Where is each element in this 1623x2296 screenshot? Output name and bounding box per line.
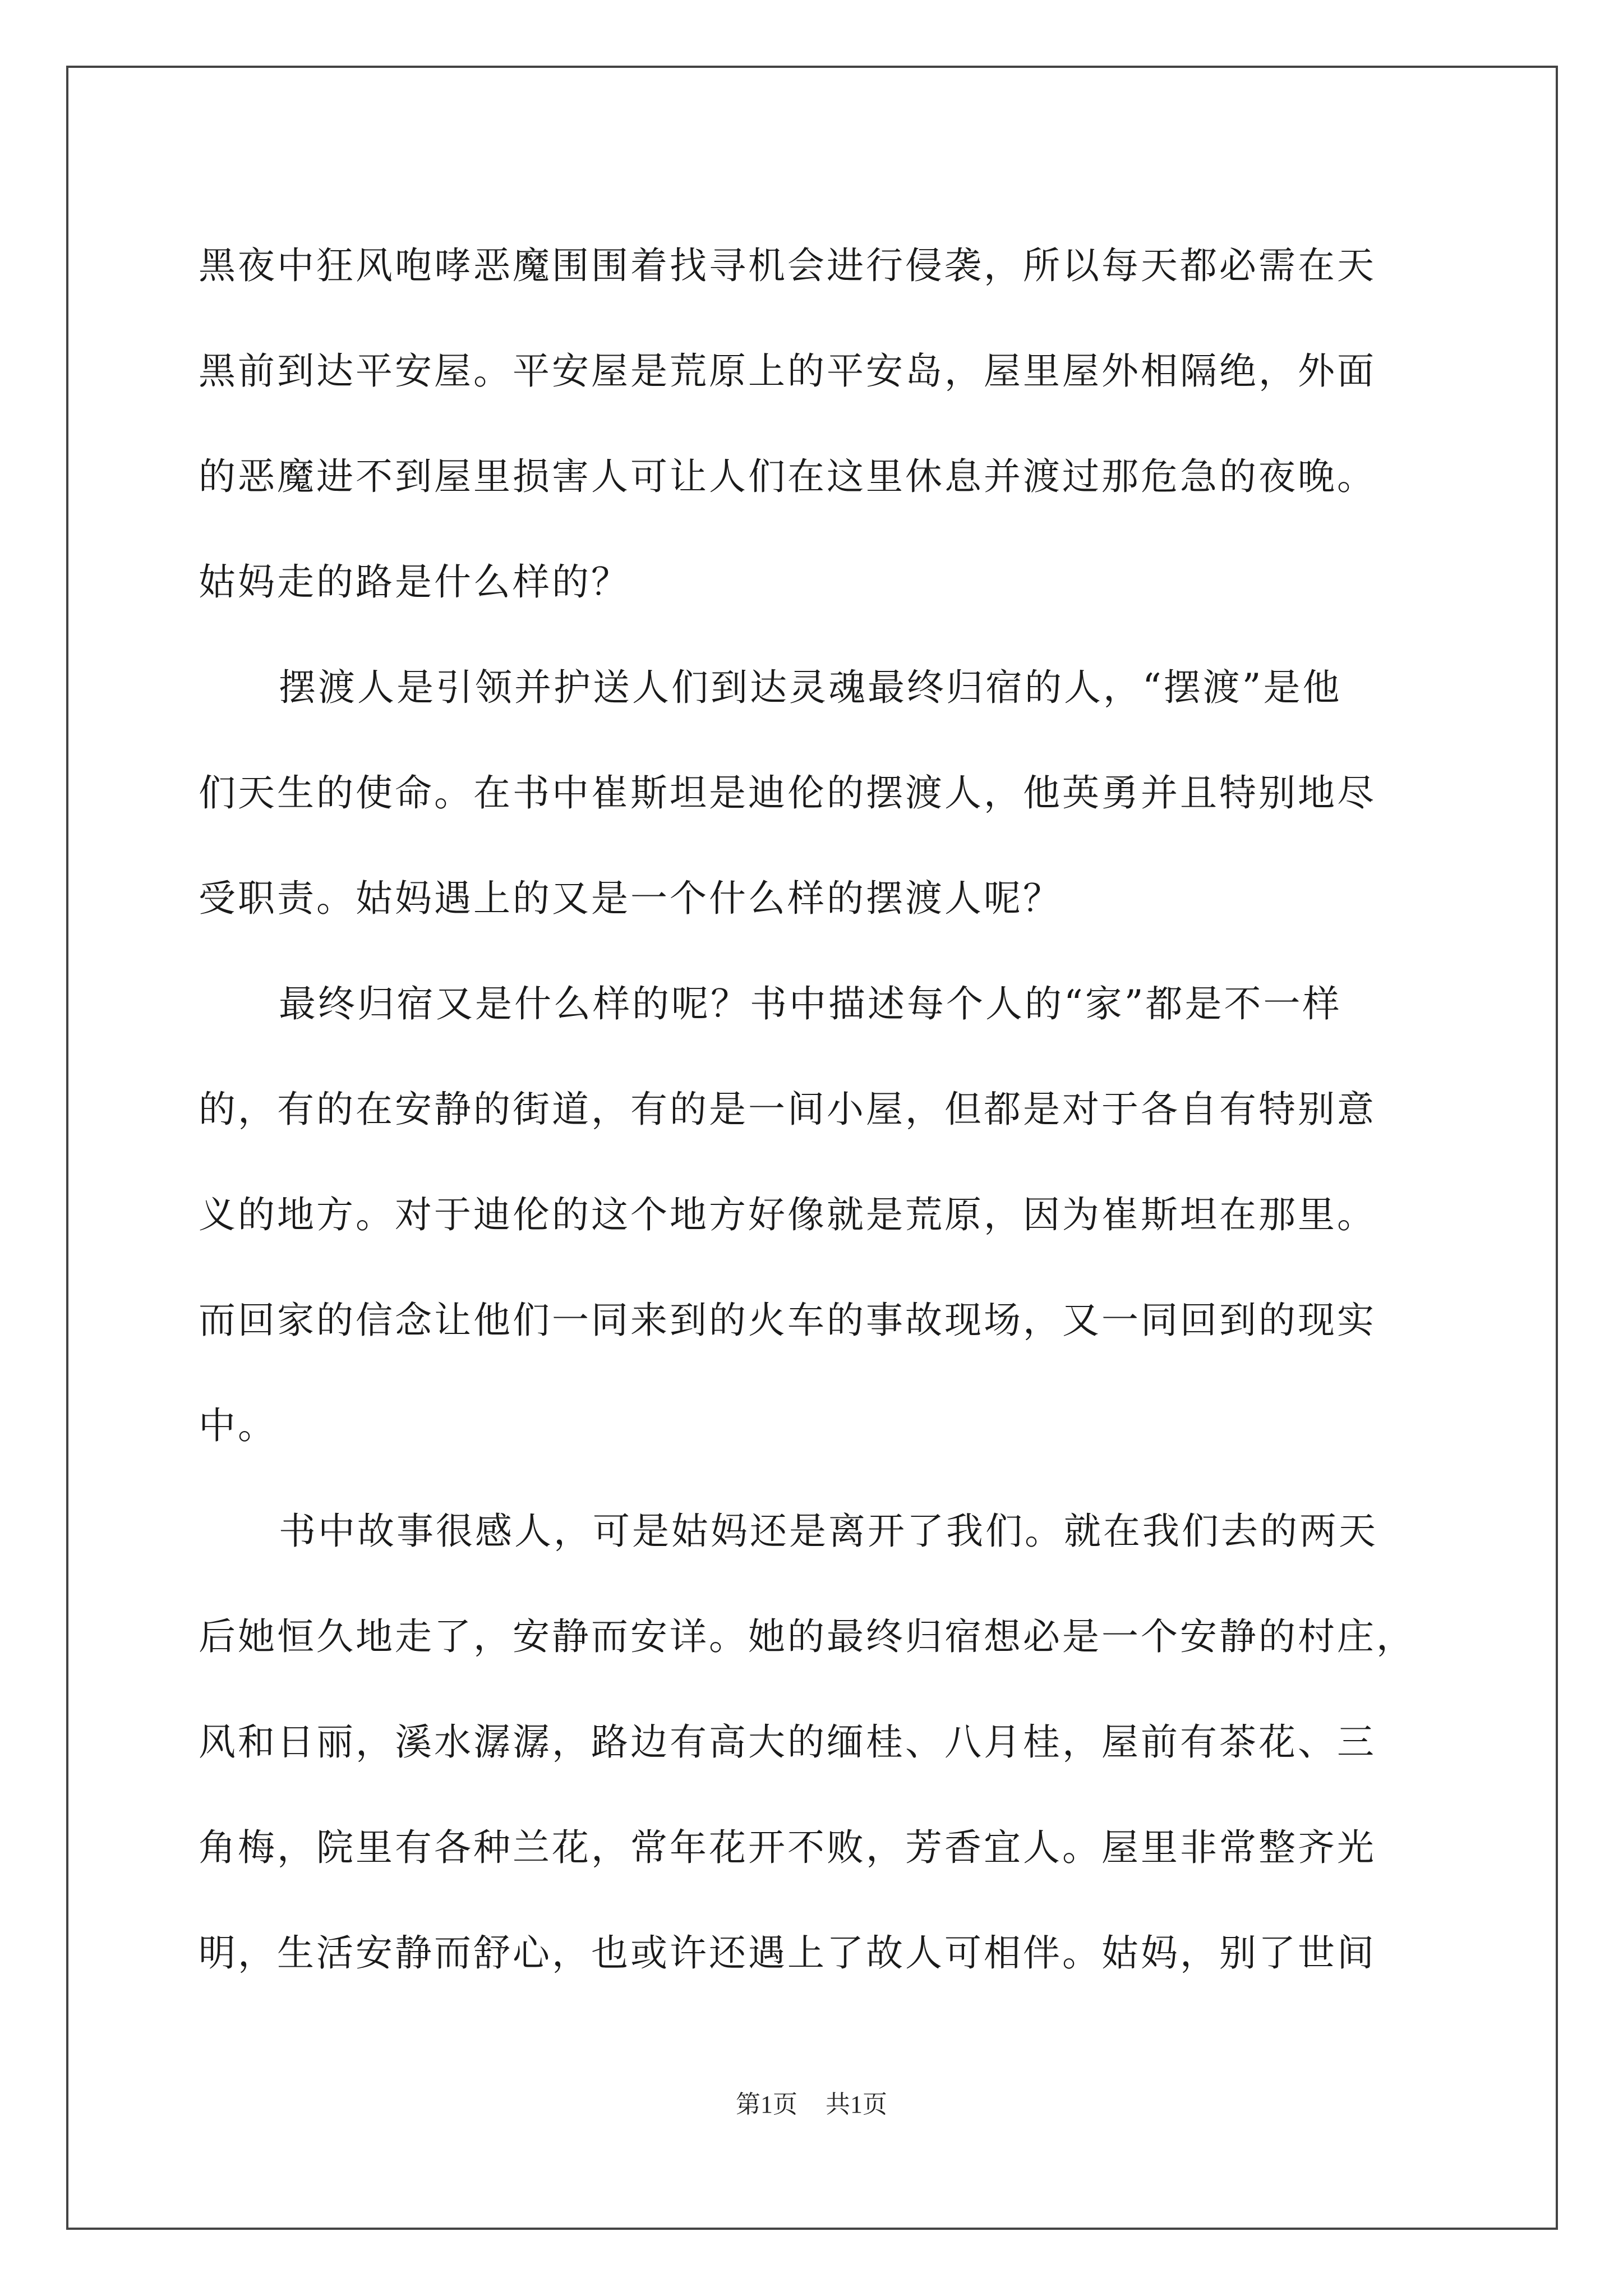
paragraph-2 [199,635,1432,951]
text-line: 最终归宿又是什么样的呢？书中描述每个人的“家”都是不一样 [279,982,1342,1025]
text-line: 黑前到达平安屋。平安屋是荒原上的平安岛，屋里屋外相隔绝，外面 [199,349,1376,393]
paragraph-1 [199,213,1432,635]
page-number: 第1页 [736,2091,797,2118]
text-line: 摆渡人是引领并护送人们到达灵魂最终归宿的人，“摆渡”是他 [279,666,1342,709]
text-line: 书中故事很感人，可是姑妈还是离开了我们。就在我们去的两天 [279,1510,1378,1553]
page-total: 共1页 [826,2091,887,2118]
text-line: 明，生活安静而舒心，也或许还遇上了故人可相伴。姑妈，别了世间 [199,1931,1376,1975]
text-line: 受职责。姑妈遇上的又是一个什么样的摆渡人呢？ [199,877,1062,920]
text-line: 义的地方。对于迪伦的这个地方好像就是荒原，因为崔斯坦在那里。 [199,1193,1376,1236]
text-line: 黑夜中狂风咆哮恶魔围围着找寻机会进行侵袭，所以每天都必需在天 [199,244,1376,287]
page-footer [0,2084,1623,2120]
text-line: 风和日丽，溪水潺潺，路边有高大的缅桂、八月桂，屋前有茶花、三 [199,1720,1376,1764]
text-line: 的恶魔进不到屋里损害人可让人们在这里休息并渡过那危急的夜晚。 [199,455,1376,498]
text-line: 的，有的在安静的街道，有的是一间小屋，但都是对于各自有特别意 [199,1088,1376,1131]
paragraph-4 [199,1479,1432,2006]
text-line: 们天生的使命。在书中崔斯坦是迪伦的摆渡人，他英勇并且特别地尽 [199,771,1376,815]
text-line: 中。 [199,1404,277,1447]
text-line: 角梅，院里有各种兰花，常年花开不败，芳香宜人。屋里非常整齐光 [199,1826,1376,1869]
text-line: 而回家的信念让他们一同来到的火车的事故现场，又一同回到的现实 [199,1299,1376,1342]
document-body [199,213,1432,2006]
paragraph-3 [199,951,1432,1479]
text-line: 后她恒久地走了，安静而安详。她的最终归宿想必是一个安静的村庄， [199,1615,1415,1658]
text-line: 姑妈走的路是什么样的？ [199,560,630,604]
